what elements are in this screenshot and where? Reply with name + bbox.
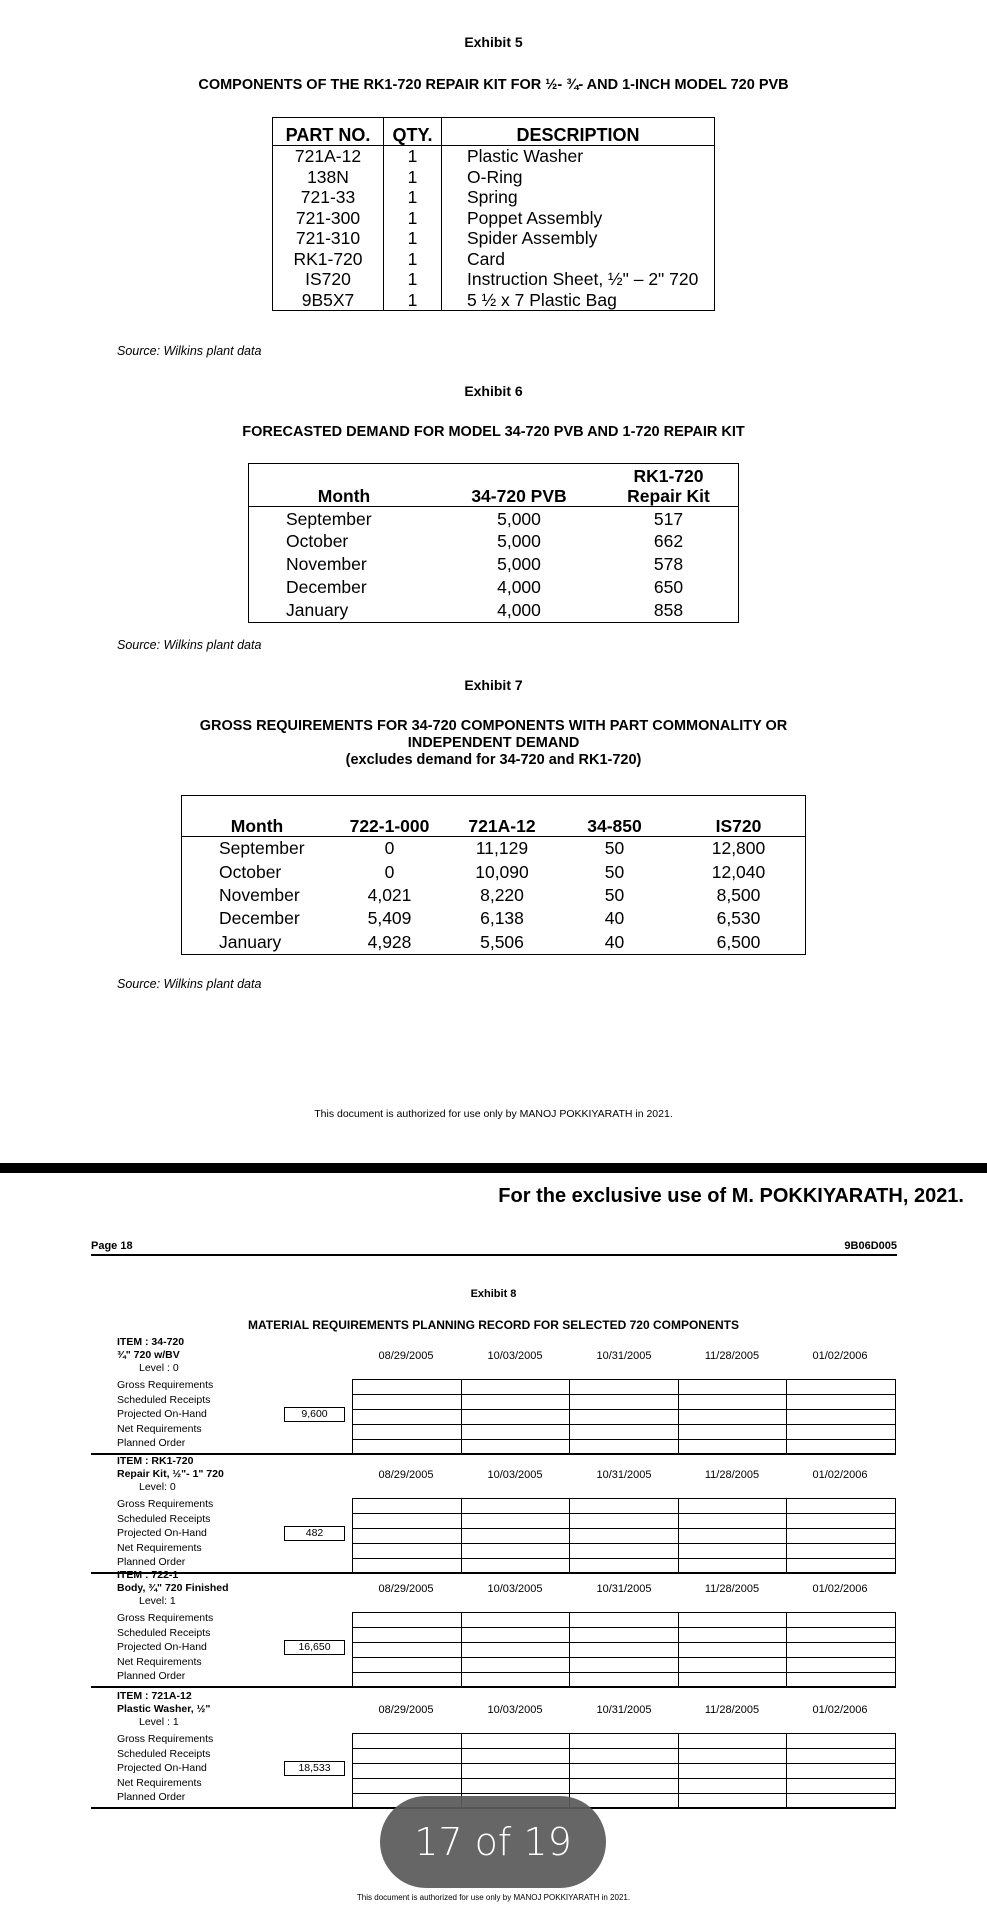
header-line: Repair Kit: [627, 486, 710, 506]
exhibit-5-title: COMPONENTS OF THE RK1-720 REPAIR KIT FOR ½- ¾- AND 1-INCH MODEL 720 PVB: [198, 77, 789, 93]
period-date: 10/31/2005: [596, 1469, 652, 1481]
grid-line: [786, 1380, 787, 1394]
row-label: Projected On-Hand: [117, 1408, 207, 1421]
period-date: 01/02/2006: [812, 1469, 868, 1481]
cell: 1: [384, 290, 442, 311]
item-level: Level: 0: [139, 1481, 176, 1493]
table-row: [182, 931, 806, 955]
table-row: [249, 599, 739, 623]
col-header-month: Month: [249, 464, 440, 507]
grid-line: [678, 1643, 679, 1657]
exclusive-use-banner: For the exclusive use of M. POKKIYARATH, 2021.: [498, 1185, 964, 1207]
grid-line: [569, 1749, 570, 1763]
period-date: 10/31/2005: [596, 1704, 652, 1716]
cell: 4,000: [497, 577, 541, 598]
col-header-721a-12: 721A-12: [447, 796, 557, 837]
cell: 5,506: [480, 931, 524, 952]
title-line: (excludes demand for 34-720 and RK1-720): [345, 752, 642, 768]
period-date: 01/02/2006: [812, 1350, 868, 1362]
grid-row: [353, 1380, 895, 1395]
cell: 50: [604, 861, 625, 882]
row-label: Scheduled Receipts: [117, 1747, 211, 1760]
grid-line: [461, 1529, 462, 1543]
grid-line: [786, 1658, 787, 1672]
exhibit-7-table: [181, 795, 806, 955]
cell: 721A-12: [273, 146, 384, 167]
cell: January: [219, 931, 282, 952]
period-date: 11/28/2005: [704, 1469, 760, 1481]
cell: 5,000: [497, 508, 541, 529]
grid-line: [461, 1395, 462, 1409]
grid-row: [353, 1628, 895, 1643]
row-label: Gross Requirements: [117, 1612, 214, 1624]
cell: Card: [467, 248, 505, 269]
table-row: [182, 884, 806, 907]
row-label: Gross Requirements: [117, 1498, 214, 1510]
item-id: ITEM : 721A-12: [117, 1690, 192, 1702]
cell: 6,138: [480, 908, 524, 929]
grid-row: [353, 1514, 895, 1529]
document-code: 9B06D005: [844, 1240, 897, 1252]
grid-line: [461, 1440, 462, 1454]
col-header-pvb: 34-720 PVB: [439, 464, 599, 507]
table-row: [273, 146, 715, 167]
grid-line: [461, 1764, 462, 1778]
grid-line: [786, 1499, 787, 1513]
row-label: Projected On-Hand: [117, 1762, 207, 1775]
grid-line: [678, 1628, 679, 1642]
col-header-is720: IS720: [672, 796, 806, 837]
col-header-qty: QTY.: [384, 118, 442, 146]
grid-line: [569, 1613, 570, 1627]
header-line: RK1-720: [633, 466, 704, 486]
grid-line: [786, 1410, 787, 1424]
grid-line: [569, 1380, 570, 1394]
item-description: Repair Kit, ½"- 1" 720: [117, 1468, 224, 1480]
period-date: 10/03/2005: [487, 1469, 543, 1481]
grid-line: [569, 1673, 570, 1687]
projected-on-hand-value: 482: [284, 1526, 345, 1541]
cell: 4,000: [497, 600, 541, 621]
grid-line: [569, 1764, 570, 1778]
table-row: [249, 530, 739, 553]
col-header-month: Month: [182, 796, 333, 837]
grid-line: [786, 1734, 787, 1748]
exhibit-7-source: Source: Wilkins plant data: [117, 977, 262, 991]
grid-line: [678, 1673, 679, 1687]
grid-line: [786, 1425, 787, 1439]
grid-line: [678, 1380, 679, 1394]
cell: 12,040: [711, 861, 766, 882]
grid-line: [461, 1779, 462, 1793]
cell: 40: [604, 908, 625, 929]
mrp-grid: [352, 1612, 896, 1688]
period-date: 10/03/2005: [487, 1583, 543, 1595]
grid-line: [786, 1440, 787, 1454]
cell: 721-310: [273, 228, 384, 249]
grid-line: [786, 1673, 787, 1687]
exhibit-5-source: Source: Wilkins plant data: [117, 344, 262, 358]
cell: 1: [384, 187, 442, 208]
grid-line: [678, 1410, 679, 1424]
period-date: 08/29/2005: [378, 1704, 434, 1716]
page-number-label: Page 18: [91, 1240, 133, 1252]
grid-row: [353, 1658, 895, 1673]
exhibit-6-source: Source: Wilkins plant data: [117, 638, 262, 652]
grid-line: [461, 1734, 462, 1748]
cell: 1: [384, 228, 442, 249]
cell: 8,220: [480, 884, 524, 905]
table-row: [249, 553, 739, 576]
grid-line: [786, 1529, 787, 1543]
grid-line: [678, 1734, 679, 1748]
grid-line: [678, 1544, 679, 1558]
period-date: 08/29/2005: [378, 1350, 434, 1362]
cell: 12,800: [711, 838, 766, 859]
grid-row: [353, 1749, 895, 1764]
row-label: Net Requirements: [117, 1776, 202, 1789]
exhibit-6-table: [248, 463, 739, 623]
projected-on-hand-value: 9,600: [284, 1407, 345, 1422]
grid-row: [353, 1410, 895, 1425]
cell: October: [219, 861, 282, 882]
cell: 6,500: [716, 931, 761, 952]
cell: Plastic Washer: [467, 146, 584, 166]
grid-line: [678, 1395, 679, 1409]
grid-line: [461, 1643, 462, 1657]
cell: 721-300: [273, 208, 384, 229]
row-label: Net Requirements: [117, 1541, 202, 1554]
grid-line: [678, 1440, 679, 1454]
projected-on-hand-value: 16,650: [284, 1640, 345, 1655]
cell: Spring: [467, 187, 518, 207]
period-date: 01/02/2006: [812, 1704, 868, 1716]
grid-row: [353, 1440, 895, 1454]
cell: 1: [384, 167, 442, 188]
item-level: Level : 0: [139, 1362, 179, 1374]
period-date: 11/28/2005: [704, 1583, 760, 1595]
cell: 5,409: [367, 908, 412, 929]
cell: 8,500: [716, 884, 761, 905]
header-rule: [91, 1254, 897, 1256]
grid-line: [569, 1734, 570, 1748]
grid-line: [569, 1628, 570, 1642]
grid-line: [786, 1514, 787, 1528]
cell: Spider Assembly: [467, 228, 598, 248]
row-label: Planned Order: [117, 1556, 186, 1569]
grid-line: [786, 1544, 787, 1558]
item-level: Level: 1: [139, 1595, 176, 1607]
cell: September: [219, 838, 305, 859]
cell: IS720: [273, 269, 384, 290]
grid-row: [353, 1734, 895, 1749]
cell: 138N: [273, 167, 384, 188]
mrp-item-block: [91, 1688, 895, 1808]
cell: 4,928: [367, 931, 412, 952]
row-label: Planned Order: [117, 1791, 186, 1804]
grid-line: [569, 1514, 570, 1528]
grid-line: [569, 1410, 570, 1424]
table-row: [249, 507, 739, 531]
exhibit-7-title: [0, 718, 987, 769]
exhibit-8-title: MATERIAL REQUIREMENTS PLANNING RECORD FOR SELECTED 720 COMPONENTS: [248, 1318, 739, 1332]
table-header-row: [273, 118, 715, 146]
col-header-repair-kit: [599, 464, 739, 507]
title-line: GROSS REQUIREMENTS FOR 34-720 COMPONENTS WITH PART COMMONALITY OR: [199, 718, 788, 734]
cell: November: [219, 884, 300, 905]
grid-row: [353, 1764, 895, 1779]
grid-line: [786, 1643, 787, 1657]
mrp-grid: [352, 1379, 896, 1455]
grid-line: [569, 1499, 570, 1513]
grid-line: [786, 1395, 787, 1409]
table-row: [249, 576, 739, 599]
item-description: Body, ¾" 720 Finished: [117, 1582, 229, 1594]
table-row: [273, 208, 715, 229]
page-indicator: 17 of 19: [380, 1796, 606, 1888]
mrp-grid: [352, 1498, 896, 1574]
cell: Instruction Sheet, ½" – 2" 720: [467, 269, 699, 289]
table-row: [273, 290, 715, 311]
cell: 4,021: [367, 884, 412, 905]
mrp-item-block: [91, 1567, 895, 1687]
grid-line: [678, 1764, 679, 1778]
cell: RK1-720: [273, 249, 384, 270]
table-row: [182, 837, 806, 861]
exhibit-5-table: [272, 117, 715, 311]
item-id: ITEM : RK1-720: [117, 1455, 194, 1467]
cell: 40: [604, 931, 625, 952]
col-header-description: DESCRIPTION: [442, 118, 715, 146]
grid-line: [461, 1544, 462, 1558]
row-label: Projected On-Hand: [117, 1641, 207, 1654]
grid-line: [678, 1529, 679, 1543]
grid-row: [353, 1499, 895, 1514]
cell: 517: [653, 508, 684, 529]
cell: 9B5X7: [273, 290, 384, 311]
grid-line: [786, 1764, 787, 1778]
grid-line: [461, 1410, 462, 1424]
cell: 0: [384, 838, 395, 859]
grid-line: [678, 1658, 679, 1672]
grid-line: [461, 1425, 462, 1439]
mrp-item-block: [91, 1453, 895, 1573]
cell: 1: [384, 249, 442, 270]
cell: 10,090: [475, 861, 529, 882]
exhibit-5-label: Exhibit 5: [464, 34, 523, 50]
cell: 662: [653, 531, 684, 552]
grid-line: [461, 1749, 462, 1763]
cell: 5,000: [497, 554, 541, 575]
grid-line: [461, 1380, 462, 1394]
period-date: 10/31/2005: [596, 1350, 652, 1362]
exhibit-7-label: Exhibit 7: [464, 677, 523, 693]
table-row: [273, 249, 715, 270]
grid-row: [353, 1544, 895, 1559]
grid-line: [461, 1673, 462, 1687]
period-date: 01/02/2006: [812, 1583, 868, 1595]
exhibit-6-label: Exhibit 6: [464, 383, 523, 399]
period-date: 11/28/2005: [704, 1350, 760, 1362]
row-label: Gross Requirements: [117, 1733, 214, 1745]
grid-line: [461, 1628, 462, 1642]
grid-line: [786, 1749, 787, 1763]
cell: 5,000: [497, 531, 541, 552]
cell: 6,530: [716, 908, 761, 929]
grid-line: [569, 1529, 570, 1543]
grid-line: [569, 1440, 570, 1454]
title-line: INDEPENDENT DEMAND: [407, 735, 580, 751]
row-label: Net Requirements: [117, 1655, 202, 1668]
cell: Poppet Assembly: [467, 207, 603, 228]
period-date: 10/03/2005: [487, 1350, 543, 1362]
table-row: [182, 860, 806, 883]
period-date: 08/29/2005: [378, 1469, 434, 1481]
cell: 5 ½ x 7 Plastic Bag: [467, 289, 617, 310]
grid-row: [353, 1395, 895, 1410]
cell: 858: [653, 600, 684, 621]
authorization-notice-bottom: This document is authorized for use only by MANOJ POKKIYARATH in 2021.: [356, 1893, 631, 1902]
projected-on-hand-value: 18,533: [284, 1761, 345, 1776]
table-header-row: [249, 464, 739, 507]
period-date: 10/03/2005: [487, 1704, 543, 1716]
grid-row: [353, 1643, 895, 1658]
grid-line: [786, 1628, 787, 1642]
table-row: [182, 907, 806, 930]
grid-line: [461, 1613, 462, 1627]
cell: 0: [384, 861, 395, 882]
table-row: [273, 228, 715, 249]
cell: 11,129: [475, 838, 529, 859]
col-header-34-850: 34-850: [557, 796, 672, 837]
period-date: 10/31/2005: [596, 1583, 652, 1595]
grid-line: [786, 1613, 787, 1627]
grid-row: [353, 1613, 895, 1628]
row-label: Scheduled Receipts: [117, 1393, 211, 1406]
cell: September: [286, 508, 372, 529]
item-description: ¾" 720 w/BV: [117, 1349, 180, 1361]
grid-line: [461, 1499, 462, 1513]
item-id: ITEM : 722-1: [117, 1569, 179, 1581]
grid-line: [678, 1514, 679, 1528]
grid-line: [678, 1779, 679, 1793]
page-divider: [0, 1163, 987, 1173]
period-date: 11/28/2005: [704, 1704, 760, 1716]
row-label: Net Requirements: [117, 1422, 202, 1435]
authorization-notice: This document is authorized for use only by MANOJ POKKIYARATH in 2021.: [314, 1108, 673, 1120]
cell: 650: [653, 577, 684, 598]
cell: October: [286, 531, 349, 552]
row-label: Planned Order: [117, 1437, 186, 1450]
grid-line: [569, 1425, 570, 1439]
grid-line: [678, 1749, 679, 1763]
cell: January: [286, 600, 349, 621]
grid-row: [353, 1529, 895, 1544]
cell: 1: [384, 146, 442, 167]
grid-line: [461, 1658, 462, 1672]
grid-line: [569, 1395, 570, 1409]
grid-line: [678, 1613, 679, 1627]
cell: November: [286, 554, 367, 575]
grid-row: [353, 1779, 895, 1794]
mrp-item-block: [91, 1334, 895, 1454]
col-header-part-no: PART NO.: [273, 118, 384, 146]
grid-row: [353, 1673, 895, 1687]
col-header-722-1-000: 722-1-000: [332, 796, 447, 837]
exhibit-6-title: FORECASTED DEMAND FOR MODEL 34-720 PVB AND 1-720 REPAIR KIT: [242, 424, 745, 440]
cell: 1: [384, 269, 442, 290]
cell: 50: [604, 884, 625, 905]
grid-line: [569, 1643, 570, 1657]
cell: 578: [653, 554, 684, 575]
exhibit-8-label: Exhibit 8: [470, 1288, 517, 1300]
table-row: [273, 187, 715, 208]
grid-line: [569, 1658, 570, 1672]
table-row: [273, 269, 715, 290]
item-description: Plastic Washer, ½": [117, 1703, 211, 1715]
row-label: Projected On-Hand: [117, 1527, 207, 1540]
grid-line: [786, 1794, 787, 1808]
table-row: [273, 167, 715, 188]
row-label: Scheduled Receipts: [117, 1626, 211, 1639]
table-header-row: [182, 796, 806, 837]
period-date: 08/29/2005: [378, 1583, 434, 1595]
grid-line: [678, 1425, 679, 1439]
grid-line: [569, 1779, 570, 1793]
grid-line: [786, 1779, 787, 1793]
cell: O-Ring: [467, 166, 523, 187]
cell: 50: [604, 838, 625, 859]
cell: 1: [384, 208, 442, 229]
item-level: Level : 1: [139, 1716, 179, 1728]
grid-line: [678, 1794, 679, 1808]
grid-row: [353, 1425, 895, 1440]
item-id: ITEM : 34-720: [117, 1336, 185, 1348]
grid-line: [678, 1499, 679, 1513]
grid-line: [569, 1544, 570, 1558]
row-label: Gross Requirements: [117, 1379, 214, 1391]
cell: 721-33: [273, 187, 384, 208]
row-label: Planned Order: [117, 1670, 186, 1683]
cell: December: [286, 577, 367, 598]
cell: December: [219, 908, 300, 929]
grid-line: [461, 1514, 462, 1528]
row-label: Scheduled Receipts: [117, 1512, 211, 1525]
